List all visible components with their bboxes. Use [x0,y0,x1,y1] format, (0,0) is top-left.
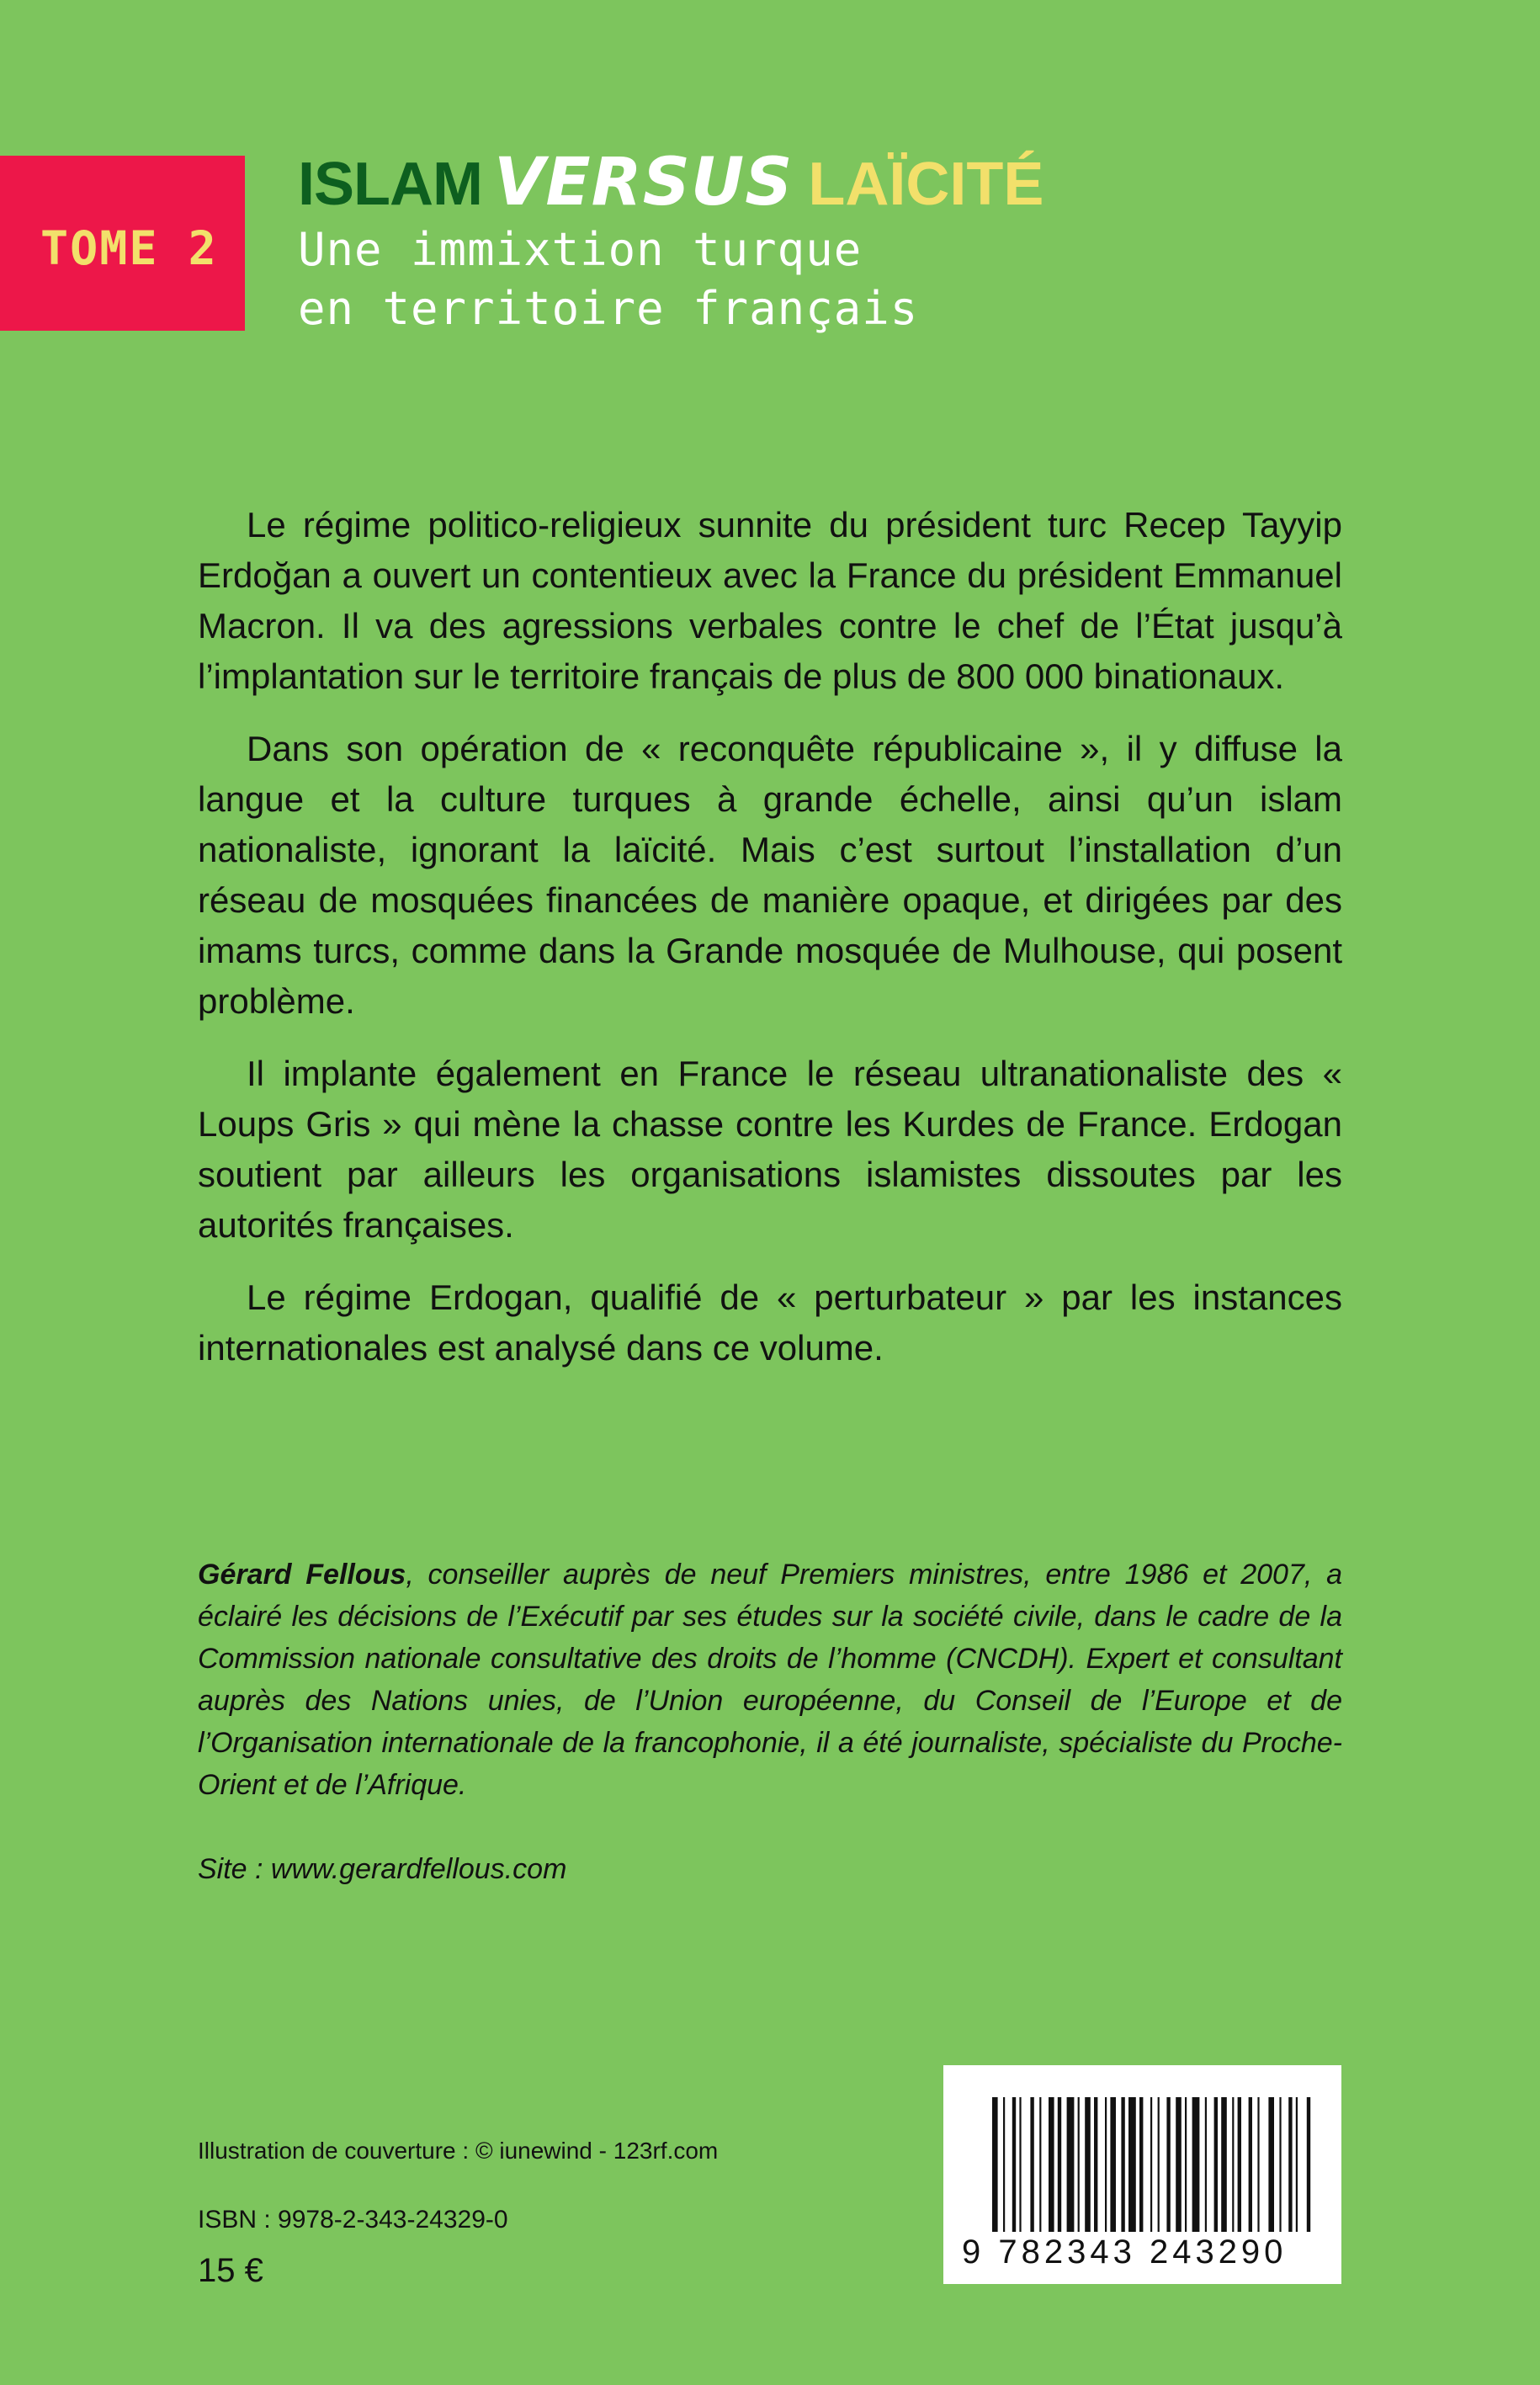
summary-paragraph-1: Le régime politico-religieux sunnite du président turc Recep Tayyip Erdoğan a ouvert un contentieux avec la France du président Emmanuel Macron. Il va des agressions verbales contre le chef de l’État jusqu’à l’implantation sur le territoire français de plus de 800 000 binationaux. [198,505,1342,696]
barcode-bar [1110,2097,1116,2232]
barcode-digits: 9 782343 243290 [962,2234,1288,2271]
barcode-bar [1128,2097,1136,2232]
barcode-bar [1078,2097,1080,2232]
isbn: ISBN : 9978-2-343-24329-0 [198,2206,508,2234]
tome-badge [0,156,245,331]
title-islam: ISLAM [298,151,482,218]
barcode-bar [1094,2097,1097,2232]
author-name: Gérard Fellous [198,1559,406,1591]
barcode-bar [1268,2097,1274,2232]
barcode-bar [1030,2097,1033,2232]
price: 15 € [198,2252,263,2289]
author-bio [198,1554,1342,1806]
barcode-bar [1288,2097,1292,2232]
barcode-bar [1205,2097,1207,2232]
subtitle-line-2: en territoire français [298,282,919,335]
tome-label: TOME 2 [40,221,218,275]
barcode-bar [1049,2097,1054,2232]
barcode-bar [1158,2097,1160,2232]
title-laicite: LAÏCITÉ [808,151,1044,218]
summary-text [198,500,1342,1395]
author-website: Site : www.gerardfellous.com [198,1853,567,1885]
summary-paragraph-2: Dans son opération de « reconquête républicaine », il y diffuse la langue et la culture turques à grande échelle, ainsi qu’un islam nationaliste, ignorant la laïcité. Mais c’est surtout l’installation d’un réseau de mosquées financées de manière opaque, et dirigées par des imams turcs, comme dans la Grande mosquée de Mulhouse, qui posent problème. [198,729,1342,1021]
barcode-bar [1238,2097,1241,2232]
book-title [298,145,1044,220]
barcode-bar [1176,2097,1182,2232]
barcode-bar [1185,2097,1187,2232]
barcode-bar [1214,2097,1218,2232]
barcode-bar [1257,2097,1259,2232]
title-versus: VERSUS [493,145,794,220]
summary-paragraph-3: Il implante également en France le réseau ultranationaliste des « Loups Gris » qui mène la chasse contre les Kurdes de France. Erdogan soutient par ailleurs les organisations islamistes dissoutes par les autorités françaises. [198,1054,1342,1245]
barcode-bar [1085,2097,1091,2232]
barcode-bar [1296,2097,1298,2232]
barcode-bar [992,2097,998,2232]
barcode-bar [1307,2097,1310,2232]
barcode-bar [1121,2097,1124,2232]
barcode-bar [1058,2097,1061,2232]
summary-paragraph-4: Le régime Erdogan, qualifié de « perturbateur » par les instances internationales est analysé dans ce volume. [198,1277,1342,1368]
barcode-bar [1249,2097,1252,2232]
barcode-bar [1221,2097,1227,2232]
barcode-bar [1192,2097,1200,2232]
author-bio-text: , conseiller auprès de neuf Premiers ministres, entre 1986 et 2007, a éclairé les décisions de l’Exécutif par ses études sur la société civile, dans le cadre de la Commission nationale consultative des droits de l’homme (CNCDH). Expert et consultant auprès des Nations unies, de l’Union européenne, du Conseil de l’Europe et de l’Organisation internationale de la francophonie, il a été journaliste, spécialiste du Proche-Orient et de l’Afrique. [198,1559,1342,1801]
barcode [943,2065,1341,2284]
subtitle-line-1: Une immixtion turque [298,223,863,276]
barcode-bar [1039,2097,1041,2232]
barcode-bar [1019,2097,1021,2232]
barcode-bar [1166,2097,1170,2232]
barcode-bar [1003,2097,1005,2232]
barcode-bar [1139,2097,1143,2232]
barcode-bar [1150,2097,1152,2232]
barcode-bar [1067,2097,1075,2232]
cover-credit: Illustration de couverture : © iunewind - 123rf.com [198,2138,719,2164]
book-subtitle [298,220,1055,338]
barcode-bar [1105,2097,1107,2232]
barcode-bar [1232,2097,1234,2232]
barcode-bar [1012,2097,1016,2232]
barcode-bar [1279,2097,1281,2232]
